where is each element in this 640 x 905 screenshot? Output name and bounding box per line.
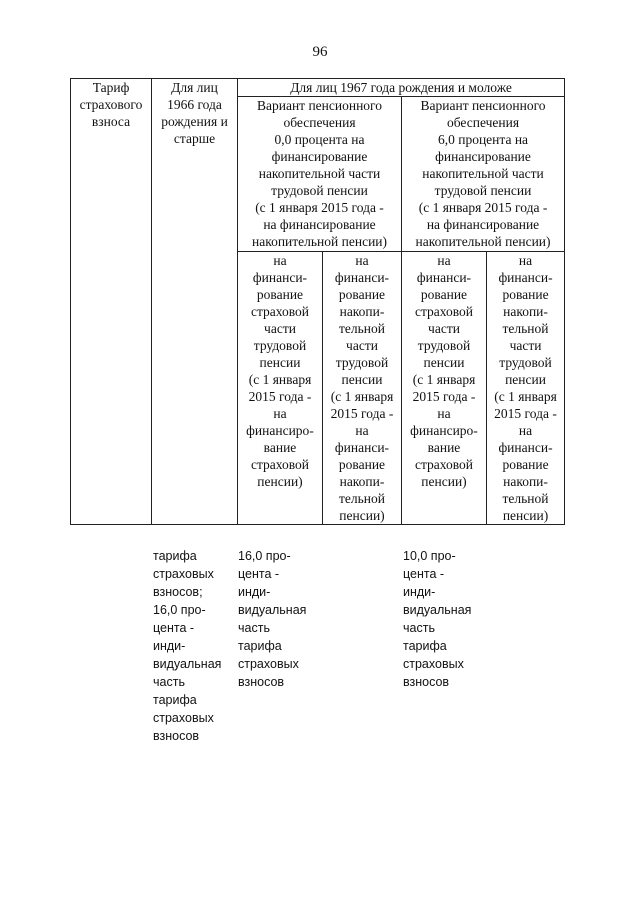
header-funded-part-variant-6: на финанси- рование накопи- тельной части трудовой пенсии (с 1 января 2015 года - на финанси- рование накопи- тельной пенсии)	[487, 252, 565, 525]
header-variant-6-percent: Вариант пенсионного обеспечения 6,0 процента на финансирование накопительной части трудовой пенсии (с 1 января 2015 года - на финансирование накопительной пенсии)	[402, 97, 565, 252]
header-funded-part-variant-0: на финанси- рование накопи- тельной части трудовой пенсии (с 1 января 2015 года - на финанси- рование накопи- тельной пенсии)	[323, 252, 402, 525]
continuation-variant-6: 10,0 про- цента - инди- видуальная часть тарифа страховых взносов	[403, 549, 472, 689]
header-born-1967-and-younger: Для лиц 1967 года рождения и моложе	[238, 79, 565, 97]
header-variant-0-percent: Вариант пенсионного обеспечения 0,0 процента на финансирование накопительной части трудовой пенсии (с 1 января 2015 года - на финансирование накопительной пенсии)	[238, 97, 402, 252]
pension-tariff-table	[70, 78, 565, 525]
page-number: 96	[312, 44, 328, 60]
header-insurance-tariff: Тариф страхового взноса	[71, 79, 152, 525]
continuation-born-1966: тарифа страховых взносов; 16,0 про- цента - инди- видуальная часть тарифа страховых взносов	[153, 549, 222, 743]
header-insurance-part-variant-0: на финанси- рование страховой части трудовой пенсии (с 1 января 2015 года - на финансиро- вание страховой пенсии)	[238, 252, 323, 525]
continuation-variant-0: 16,0 про- цента - инди- видуальная часть тарифа страховых взносов	[238, 549, 307, 689]
header-insurance-part-variant-6: на финанси- рование страховой части трудовой пенсии (с 1 января 2015 года - на финансиро- вание страховой пенсии)	[402, 252, 487, 525]
header-born-1966-and-older: Для лиц 1966 года рождения и старше	[152, 79, 238, 525]
